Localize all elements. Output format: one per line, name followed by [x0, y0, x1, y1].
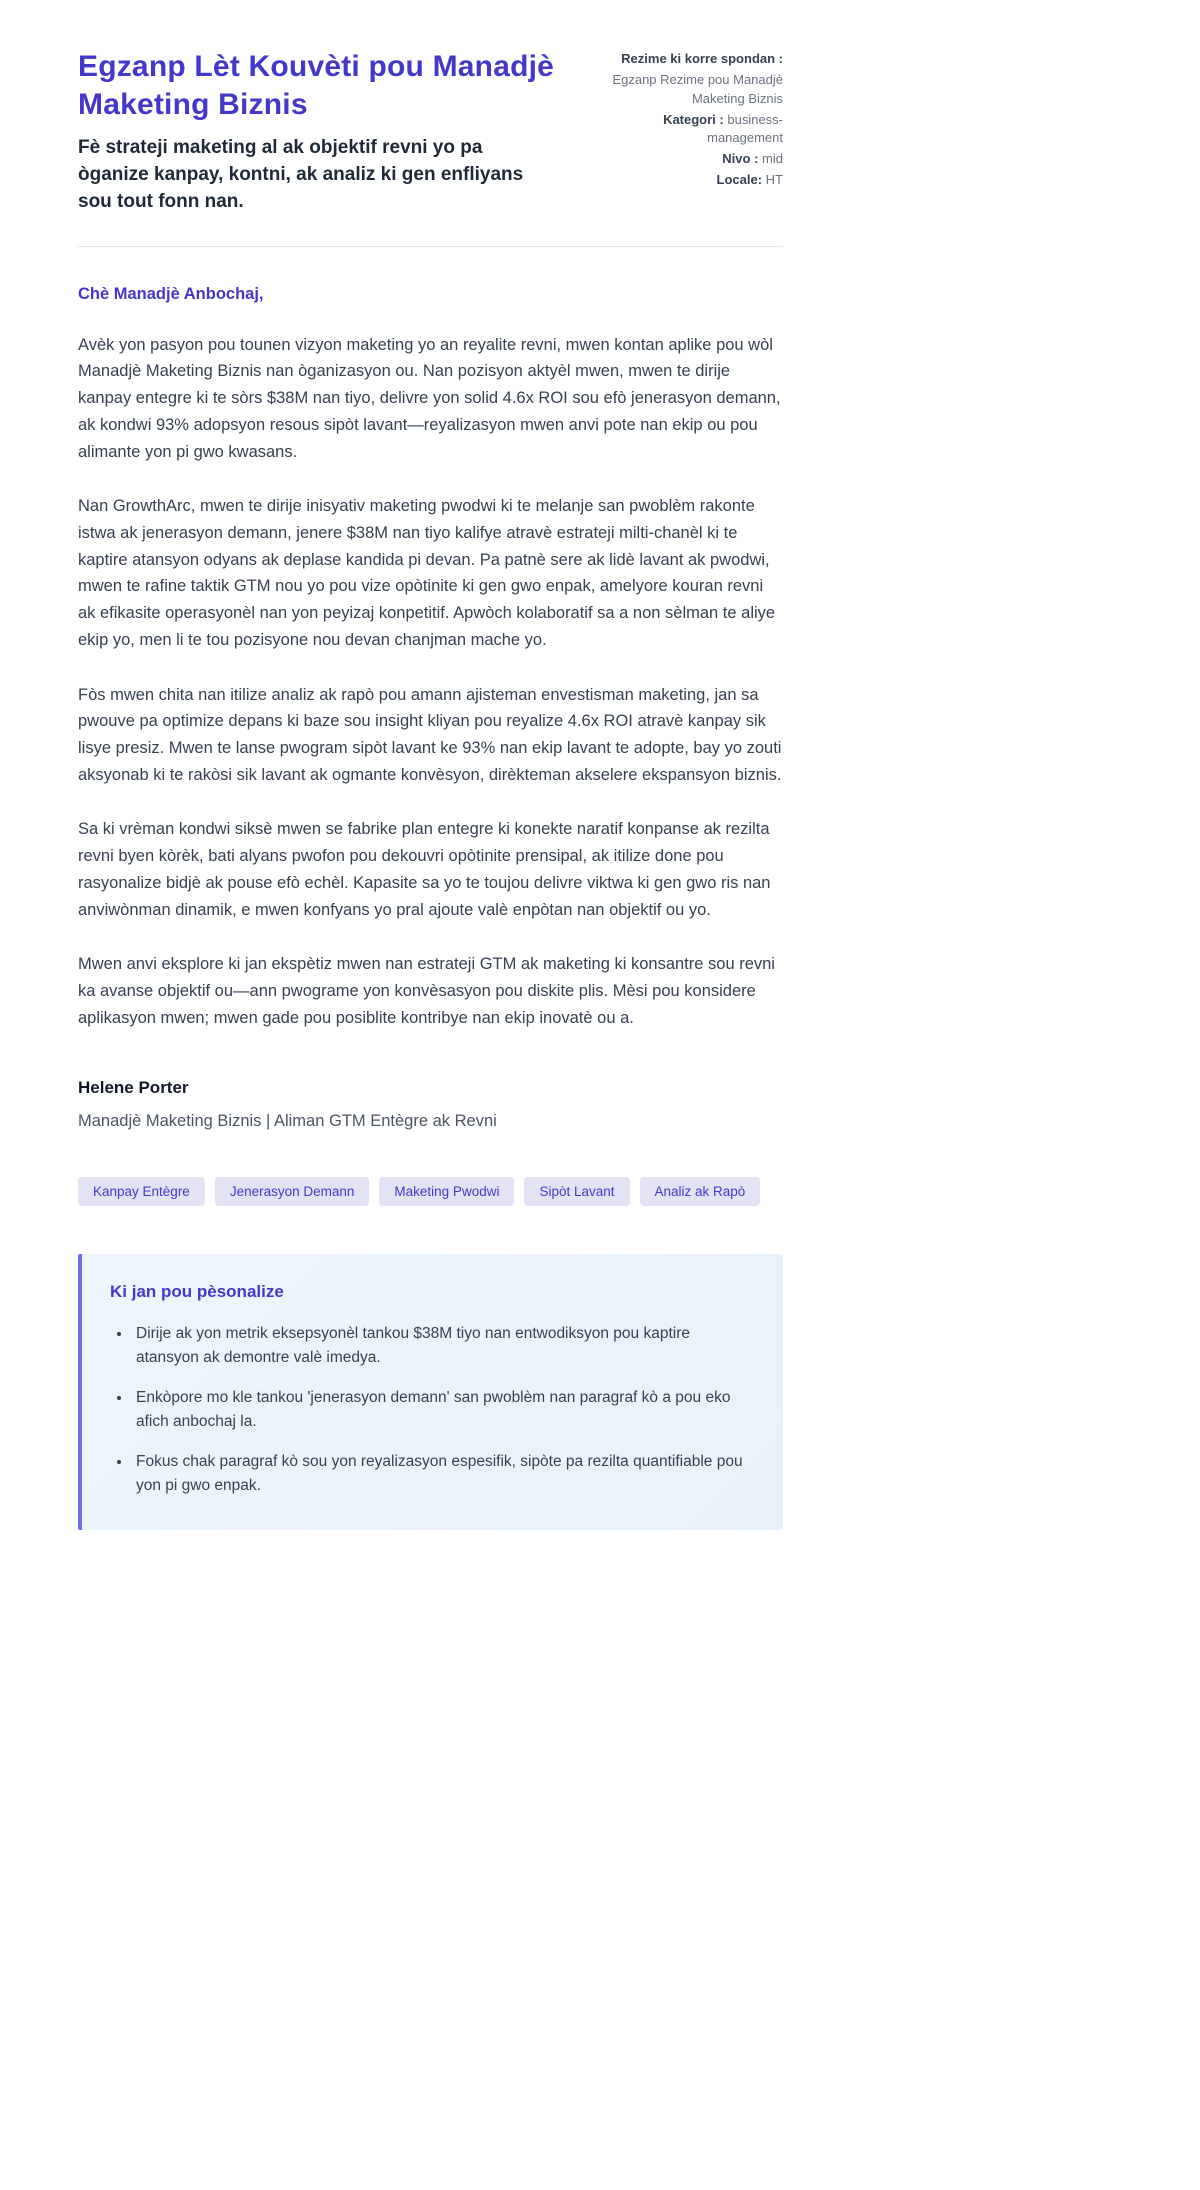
tips-list	[110, 1322, 753, 1498]
signature-name: Helene Porter	[78, 1077, 189, 1097]
letter-paragraph: Avèk yon pasyon pou tounen vizyon maketing yo an reyalite revni, mwen kontan aplike pou wòl Manadjè Maketing Biznis nan òganizasyon ou. Nan pozisyon aktyèl mwen, mwen te dirije kanpay entegre ki te sòrs $38M nan tiyo, delivre yon solid 4.6x ROI sou efò jenerasyon demann, ak kondwi 93% adopsyon resous sipòt lavant—reyalizasyon mwen anvi pote nan ekip ou pou alimante yon pi gwo kwasans.	[78, 335, 781, 461]
signature-role: Manadjè Maketing Biznis | Aliman GTM Entègre ak Revni	[78, 1111, 497, 1130]
letter-greeting: Chè Manadjè Anbochaj,	[78, 284, 264, 303]
tip-item: • Fokus chak paragraf kò sou yon reyalizasyon espesifik, sipòte pa rezilta quantifiable pou yon pi gwo enpak.	[132, 1450, 753, 1498]
letter-paragraph: Nan GrowthArc, mwen te dirije inisyativ maketing pwodwi ki te melanje san pwoblèm rakonte istwa ak jenerasyon demann, jenere $38M nan tiyo kalifye atravè estrateji milti-chanèl ki te kaptire atansyon odyans ak deplase kandida pi devan. Pa patnè sere ak lidè lavant ak pwodwi, mwen te rafine taktik GTM nou yo pou vize opòtinite ki gen gwo enpak, amelyore kouran revni ak efikasite operasyonèl nan yon peyizaj konpetitif. Apwòch kolaboratif sa a non sèlman te aliye ekip yo, men li te tou pozisyone nou devan chanjman mache yo.	[78, 497, 776, 649]
letter-paragraph: Fòs mwen chita nan itilize analiz ak rapò pou amann ajisteman envestisman maketing, jan sa pwouve pa optimize depans ki baze sou insight kliyan pou reyalize 4.6x ROI atravè kanpay sik lisye presiz. Mwen te lanse pwogram sipòt lavant ke 93% nan ekip lavant te adopte, bay yo zouti aksyonab ki te rakòsi sik lavant ak ogmante konvèsyon, dirèkteman akselere ekspansyon biznis.	[78, 685, 782, 784]
tip-item: • Dirije ak yon metrik eksepsyonèl tankou $38M tiyo nan entwodiksyon pou kaptire atansyon ak demontre valè imedya.	[132, 1322, 753, 1370]
page-header	[78, 48, 783, 216]
meta-category-value: business-management	[707, 111, 783, 146]
personalization-tips-box	[78, 1254, 783, 1530]
tips-heading: Ki jan pou pèsonalize	[110, 1282, 284, 1301]
metadata-panel	[593, 48, 783, 192]
meta-category-label: Kategori :	[663, 111, 724, 127]
meta-resume-value: Egzanp Rezime pou Manadjè Maketing Biznis	[612, 71, 783, 106]
letter-paragraph: Sa ki vrèman kondwi siksè mwen se fabrike plan entegre ki konekte naratif konpanse ak rezilta revni byen kòrèk, bati alyans pwofon pou dekouvri opòtinite prensipal, ak itilize done pou rasyonalize bidjè ak pouse efò echèl. Kapasite sa yo te toujou delivre viktwa ki gen gwo ris nan anviwònman dinamik, e mwen konfyans yo pral ajoute valè enpòtan nan objektif ou yo.	[78, 820, 771, 919]
meta-locale-label: Locale:	[716, 172, 763, 188]
meta-resume-label: Rezime ki korre spondan :	[621, 51, 783, 66]
header-divider	[78, 246, 783, 247]
page-subtitle: Fè strateji maketing al ak objektif revni yo pa òganize kanpay, kontni, ak analiz ki gen enfliyans sou tout fonn nan.	[78, 136, 524, 212]
tag-chip-jenerasyon-demann[interactable]: Jenerasyon Demann	[215, 1177, 370, 1207]
meta-locale-value: HT	[765, 172, 783, 188]
tag-chip-sipot-lavant[interactable]: Sipòt Lavant	[524, 1177, 629, 1207]
header-title-block	[78, 48, 558, 216]
meta-level-label: Nivo :	[722, 151, 759, 167]
meta-level	[593, 150, 783, 169]
meta-category	[593, 111, 783, 149]
tip-item: • Enkòpore mo kle tankou 'jenerasyon demann' san pwoblèm nan paragraf kò a pou eko afich anbochaj la.	[132, 1386, 753, 1434]
meta-locale	[593, 171, 783, 190]
page-title: Egzanp Lèt Kouvèti pou Manadjè Maketing Biznis	[78, 50, 555, 122]
tag-chip-analiz-ak-rapo[interactable]: Analiz ak Rapò	[640, 1177, 761, 1207]
letter-paragraph: Mwen anvi eksplore ki jan ekspètiz mwen nan estrateji GTM ak maketing ki konsantre sou revni ka avanse objektif ou—ann pwograme yon konvèsasyon pou diskite plis. Mèsi pou konsidere aplikasyon mwen; mwen gade pou posiblite kontribye nan ekip inovatè ou a.	[78, 955, 775, 1027]
cover-letter-page	[78, 0, 783, 1560]
letter-body	[78, 285, 783, 1131]
tag-chip-kanpay-entegre[interactable]: Kanpay Entègre	[78, 1177, 205, 1207]
skill-tags	[78, 1177, 783, 1207]
tag-chip-maketing-pwodwi[interactable]: Maketing Pwodwi	[379, 1177, 514, 1207]
meta-level-value: mid	[762, 151, 783, 167]
